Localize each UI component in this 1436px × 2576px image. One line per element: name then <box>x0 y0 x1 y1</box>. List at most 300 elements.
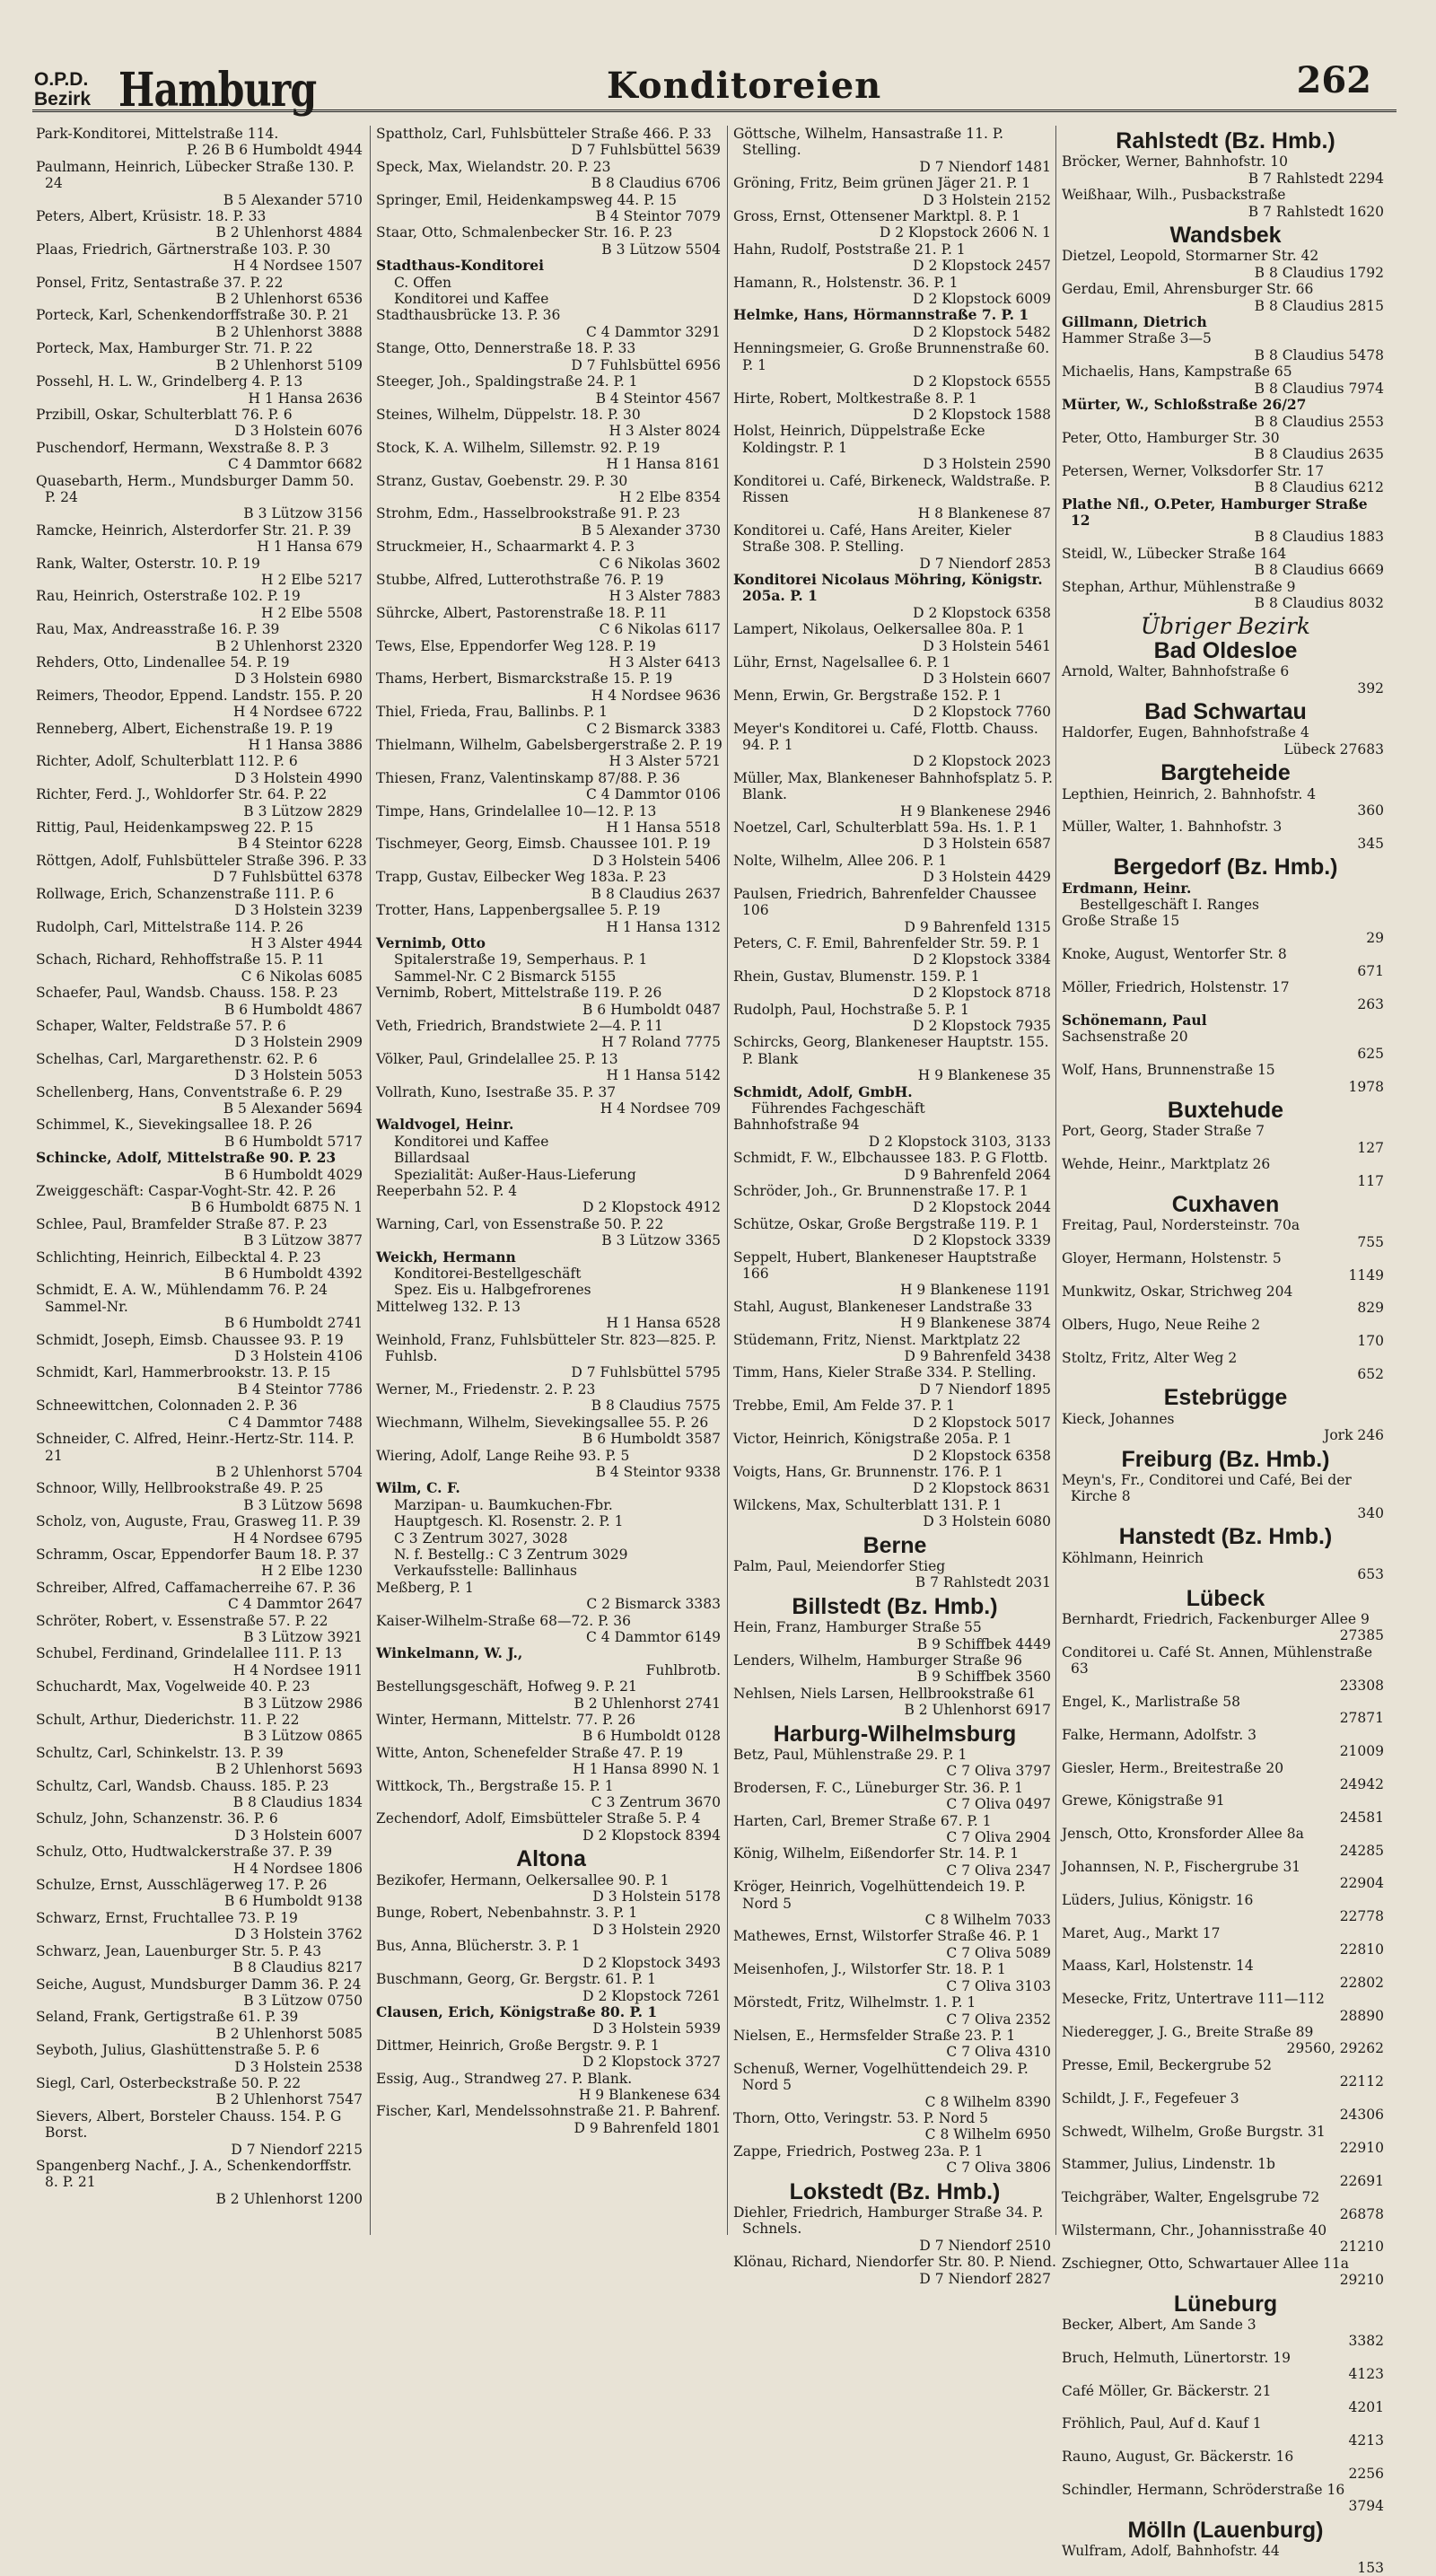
listing-phone: B 6 Humboldt 0128 <box>582 1728 721 1745</box>
district-heading: Estebrügge <box>1163 1385 1288 1411</box>
listing-entry <box>1062 330 1389 364</box>
listing-phone: B 6 Humboldt 2741 <box>223 1315 363 1332</box>
listing-name: Wolf, Hans, Brunnenstraße 15 <box>1062 1062 1275 1079</box>
listing-name: Hein, Franz, Hamburger Straße 55 <box>733 1619 982 1636</box>
listing-entry <box>1062 2317 1389 2350</box>
listing-phone: B 2 Uhlenhorst 6536 <box>215 291 363 308</box>
listing-name: Schmidt, E. A. W., Mühlendamm 76. P. 24 Sammel-Nr. <box>36 1282 328 1315</box>
listing-phone: D 2 Klopstock 3493 <box>582 1954 721 1971</box>
listing-entry <box>733 275 1056 308</box>
listing-phone: D 2 Klopstock 8394 <box>582 1827 721 1844</box>
listing-name: Dittmer, Heinrich, Große Bergstr. 9. P. 1 <box>376 2037 660 2054</box>
listing-name: Giesler, Herm., Breitestraße 20 <box>1062 1759 1284 1776</box>
listing-name: Lenders, Wilhelm, Hamburger Straße 96 <box>733 1652 1022 1669</box>
listing-name: Trapp, Gustav, Eilbecker Weg 183a. P. 23 <box>376 869 667 886</box>
listing-entry <box>376 1332 726 1381</box>
listing-entry <box>733 819 1056 853</box>
listing-phone: 263 <box>1357 995 1384 1012</box>
listing-phone: B 8 Claudius 2815 <box>1254 297 1384 314</box>
listing-entry <box>376 2004 726 2037</box>
bezirk-text: Bezirk <box>34 89 92 110</box>
listing-entry <box>1062 2543 1389 2576</box>
listing-phone: B 7 Rahlstedt 2031 <box>915 1574 1051 1591</box>
listing-entry <box>36 556 368 589</box>
listing-name: Holst, Heinrich, Düppelstraße Ecke Koldingstr. P. 1 <box>733 423 985 456</box>
listing-phone: B 4 Steintor 4567 <box>595 390 721 407</box>
listing-entry <box>376 2103 726 2136</box>
listing-name: Schulze, Ernst, Ausschlägerweg 17. P. 26 <box>36 1877 328 1894</box>
listing-entry <box>376 1299 726 1332</box>
listing-name: Teichgräber, Walter, Engelsgrube 72 <box>1062 2189 1320 2206</box>
listing-entry <box>1062 1123 1389 1156</box>
listing-phone: D 7 Niendorf 2827 <box>919 2270 1051 2287</box>
listing-phone: D 3 Holstein 6587 <box>923 836 1051 853</box>
listing-entry <box>1062 1411 1389 1444</box>
listing-name: Schwedt, Wilhelm, Große Burgstr. 31 <box>1062 2123 1326 2140</box>
listing-name: Völker, Paul, Grindelallee 25. P. 13 <box>376 1050 618 1067</box>
listing-entry <box>36 2075 368 2108</box>
listing-phone: B 2 Uhlenhorst 4884 <box>215 224 363 241</box>
listing-name: Conditorei u. Café St. Annen, Mühlenstraße 63 <box>1062 1643 1373 1678</box>
listing-phone: D 7 Niendorf 2510 <box>919 2237 1051 2254</box>
listing-entry <box>1062 2449 1389 2482</box>
listing-name: Thiesen, Franz, Valentinskamp 87/88. P. 36 <box>376 769 680 786</box>
city-title: Hamburg <box>118 63 317 118</box>
district-heading: Übriger Bezirk <box>1140 613 1311 640</box>
listing-phone: C 7 Oliva 4310 <box>946 2044 1051 2061</box>
listing-entry <box>376 1117 726 1133</box>
listing-entry <box>1062 1472 1389 1521</box>
listing-entry <box>1062 1694 1389 1727</box>
listing-entry <box>733 1249 1056 1299</box>
column-2 <box>370 126 726 2235</box>
listing-name: Arnold, Walter, Bahnhofstraße 6 <box>1062 663 1290 680</box>
listing-phone: H 9 Blankenese 634 <box>578 2086 721 2103</box>
listing-name: Konditorei u. Café, Birkeneck, Waldstraße. P. Rissen <box>733 472 1051 505</box>
listing-entry <box>733 2061 1056 2110</box>
listing-name: Schaefer, Paul, Wandsb. Chauss. 158. P. 23 <box>36 985 338 1002</box>
listing-phone: 24306 <box>1339 2107 1384 2124</box>
listing-phone: D 3 Holstein 6076 <box>234 423 363 440</box>
listing-entry <box>1062 1217 1389 1250</box>
listing-phone: H 1 Hansa 1312 <box>606 918 721 935</box>
listing-phone: 26878 <box>1339 2205 1384 2222</box>
listing-phone: H 9 Blankenese 35 <box>917 1067 1051 1084</box>
listing-phone: 22112 <box>1339 2073 1384 2090</box>
district-heading: Berne <box>862 1532 927 1558</box>
listing-entry <box>1062 430 1389 463</box>
listing-name: Schneider, C. Alfred, Heinr.-Hertz-Str. 114. P. 21 <box>36 1431 355 1464</box>
listing-phone: B 3 Lützow 0750 <box>243 1992 363 2009</box>
listing-name: Wiering, Adolf, Lange Reihe 93. P. 5 <box>376 1447 630 1464</box>
listing-entry <box>36 1183 368 1216</box>
listing-phone: C 6 Nikolas 3602 <box>599 555 721 572</box>
listing-entry <box>376 1971 726 2004</box>
listing-phone: B 6 Humboldt 4029 <box>223 1166 363 1183</box>
listing-name: Noetzel, Carl, Schulterblatt 59a. Hs. 1. P. 1 <box>733 819 1038 837</box>
listing-entry <box>1062 1792 1389 1826</box>
listing-entry <box>376 1810 726 1844</box>
listing-entry <box>1062 546 1389 579</box>
listing-entry <box>36 1216 368 1249</box>
listing-phone: C 2 Bismarck 3383 <box>586 720 721 737</box>
listing-phone: 671 <box>1357 962 1384 979</box>
listing-entry <box>376 1415 726 1448</box>
listing-phone: H 1 Hansa 5142 <box>606 1067 721 1084</box>
listing-entry <box>376 407 726 440</box>
listing-entry <box>36 654 368 688</box>
listing-entry <box>36 1844 368 1877</box>
listing-phone: D 3 Holstein 5406 <box>592 852 721 869</box>
listing-entry <box>36 208 368 241</box>
listing-name: Meyer's Konditorei u. Café, Flottb. Chauss. 94. P. 1 <box>733 720 1038 754</box>
listing-phone: B 8 Claudius 6669 <box>1254 562 1384 579</box>
listing-name: Mesecke, Fritz, Untertrave 111—112 <box>1062 1991 1325 2008</box>
listing-name: Sachsenstraße 20 <box>1062 1029 1188 1046</box>
listing-entry <box>733 572 1056 621</box>
listing-entry <box>36 1580 368 1613</box>
listing-entry <box>733 1216 1056 1249</box>
listing-name: Maret, Aug., Markt 17 <box>1062 1924 1221 1941</box>
listing-entry <box>1062 2024 1389 2057</box>
listing-phone: B 2 Uhlenhorst 1200 <box>215 2190 363 2207</box>
listing-name: Betz, Paul, Mühlenstraße 29. P. 1 <box>733 1747 968 1763</box>
listing-phone: 2256 <box>1348 2465 1384 2482</box>
listing-name: Lüders, Julius, Königstr. 16 <box>1062 1891 1254 1908</box>
listing-entry <box>36 1712 368 1745</box>
listing-entry <box>1062 364 1389 397</box>
listing-entry <box>376 1381 726 1415</box>
listing-name: Schmidt, Karl, Hammerbrookstr. 13. P. 15 <box>36 1364 331 1381</box>
listing-entry <box>376 803 726 837</box>
listing-name: Müller, Walter, 1. Bahnhofstr. 3 <box>1062 819 1283 836</box>
listing-name: Richter, Adolf, Schulterblatt 112. P. 6 <box>36 753 298 770</box>
listing-entry <box>733 423 1056 472</box>
listing-phone: 22691 <box>1339 2172 1384 2189</box>
listing-phone: H 4 Nordsee 1911 <box>232 1661 363 1678</box>
listing-phone: C 3 Zentrum 3670 <box>591 1794 721 1811</box>
listing-entry <box>1062 2189 1389 2222</box>
listing-phone: D 2 Klopstock 5017 <box>913 1414 1051 1431</box>
listing-entry <box>376 1745 726 1778</box>
listing-name: Zweiggeschäft: Caspar-Voght-Str. 42. P. 26 <box>36 1183 337 1199</box>
listing-entry <box>36 688 368 721</box>
listing-entry <box>1062 724 1389 758</box>
listing-entry <box>36 2108 368 2158</box>
listing-phone: H 3 Alster 4944 <box>250 934 363 951</box>
listing-name: Michaelis, Hans, Kampstraße 65 <box>1062 364 1292 381</box>
listing-name: Stadthausbrücke 13. P. 36 <box>376 307 561 324</box>
listing-phone: H 4 Nordsee 6722 <box>232 704 363 721</box>
listing-name: Möller, Friedrich, Holstenstr. 17 <box>1062 979 1290 996</box>
listing-name: Rauno, August, Gr. Bäckerstr. 16 <box>1062 2449 1294 2466</box>
listing-entry <box>733 1364 1056 1398</box>
listing-phone: B 4 Steintor 7079 <box>595 208 721 225</box>
listing-phone: H 2 Elbe 5508 <box>261 604 363 621</box>
listing-entry <box>376 1448 726 1481</box>
listing-phone: C 2 Bismarck 3383 <box>586 1596 721 1613</box>
listing-name: Possehl, H. L. W., Grindelberg 4. P. 13 <box>36 373 303 390</box>
listing-name: Müller, Max, Blankeneser Bahnhofsplatz 5. P. Blank. <box>733 769 1053 803</box>
listing-name: Schwarz, Ernst, Fruchtallee 73. P. 19 <box>36 1909 298 1926</box>
listing-name: Sührcke, Albert, Pastorenstraße 18. P. 11 <box>376 604 668 621</box>
listing-entry <box>1062 496 1389 546</box>
listing-phone: 153 <box>1357 2559 1384 2576</box>
listing-entry <box>36 340 368 373</box>
listing-name: Tews, Else, Eppendorfer Weg 128. P. 19 <box>376 637 656 654</box>
listing-entry <box>376 192 726 225</box>
district-heading: Lokstedt (Bz. Hmb.) <box>789 2178 1001 2204</box>
listing-phone: D 2 Klopstock 3339 <box>913 1232 1051 1249</box>
column-3 <box>727 126 1056 2287</box>
district-heading: Altona <box>516 1846 586 1872</box>
listing-name: Tischmeyer, Georg, Eimsb. Chaussee 101. P. 19 <box>376 836 711 853</box>
listing-phone: 1978 <box>1348 1078 1384 1095</box>
listing-name: Vernimb, Robert, Mittelstraße 119. P. 26 <box>376 985 662 1002</box>
listing-name: Timpe, Hans, Grindelallee 10—12. P. 13 <box>376 802 657 819</box>
listing-phone: D 3 Holstein 5461 <box>923 637 1051 654</box>
listing-entry <box>36 819 368 853</box>
listing-phone: D 2 Klopstock 2606 N. 1 <box>879 224 1051 241</box>
listing-entry <box>1062 819 1389 852</box>
listing-entry <box>36 853 368 886</box>
listing-name: Konditorei u. Café, Hans Areiter, Kieler Straße 308. P. Stelling. <box>733 521 1011 556</box>
listing-name: Kieck, Johannes <box>1062 1410 1175 1427</box>
listing-name: Schwarz, Jean, Lauenburger Str. 5. P. 43 <box>36 1942 322 1959</box>
listing-phone: B 5 Alexander 5694 <box>223 1100 363 1117</box>
entry-detail: Spezialität: Außer-Haus-Lieferung <box>394 1166 636 1183</box>
listing-entry <box>1062 946 1389 979</box>
listing-entry <box>733 1299 1056 1332</box>
listing-entry <box>376 572 726 605</box>
listing-phone: D 3 Holstein 3239 <box>234 902 363 919</box>
listing-entry <box>733 621 1056 654</box>
listing-entry <box>36 721 368 754</box>
listing-phone: D 2 Klopstock 1588 <box>913 406 1051 423</box>
listing-entry <box>376 1712 726 1745</box>
listing-name: Thiel, Frieda, Frau, Ballinbs. P. 1 <box>376 704 609 721</box>
listing-entry <box>733 770 1056 819</box>
listing-name: Witte, Anton, Schenefelder Straße 47. P. 19 <box>376 1744 683 1761</box>
listing-name: Schult, Arthur, Diederichstr. 11. P. 22 <box>36 1712 300 1728</box>
listing-entry <box>36 1546 368 1580</box>
listing-name: Park-Konditorei, Mittelstraße 114. <box>36 126 279 142</box>
listing-name: Schultz, Carl, Schinkelstr. 13. P. 39 <box>36 1744 284 1761</box>
listing-phone: 21009 <box>1339 1743 1384 1760</box>
listing-entry <box>1062 1859 1389 1892</box>
listing-name: Werner, M., Friedenstr. 2. P. 23 <box>376 1380 596 1398</box>
district-heading: Wandsbek <box>1169 223 1282 249</box>
listing-phone: D 7 Niendorf 1895 <box>919 1380 1051 1398</box>
listing-name: Spangenberg Nachf., J. A., Schenkendorffstr. 8. P. 21 <box>36 2157 352 2191</box>
listing-phone: B 8 Claudius 8217 <box>232 1959 363 1976</box>
listing-entry <box>376 126 726 159</box>
listing-name: Rau, Max, Andreasstraße 16. P. 39 <box>36 621 280 638</box>
listing-entry <box>1062 663 1389 697</box>
listing-name: Vollrath, Kuno, Isestraße 35. P. 37 <box>376 1083 617 1100</box>
listing-name: Presse, Emil, Beckergrube 52 <box>1062 2056 1273 2073</box>
listing-phone: B 8 Claudius 2637 <box>591 885 721 902</box>
listing-name: Rudolph, Carl, Mittelstraße 114. P. 26 <box>36 918 303 935</box>
listing-name: Stahl, August, Blankeneser Landstraße 33 <box>733 1298 1033 1315</box>
listing-entry <box>733 473 1056 522</box>
listing-phone: C 8 Wilhelm 6950 <box>924 2126 1051 2143</box>
listing-entry <box>733 1002 1056 1035</box>
listing-phone: D 2 Klopstock 7760 <box>913 704 1051 721</box>
listing-name: Gillmann, Dietrich <box>1062 313 1207 331</box>
listing-entry <box>1062 187 1389 220</box>
listing-name: Winter, Hermann, Mittelstr. 77. P. 26 <box>376 1712 636 1728</box>
listing-phone: 23308 <box>1339 1677 1384 1694</box>
listing-phone: D 3 Holstein 6007 <box>234 1827 363 1844</box>
listing-phone: 170 <box>1357 1333 1384 1350</box>
listing-phone: 127 <box>1357 1139 1384 1156</box>
listing-phone: P. 26 B 6 Humboldt 4944 <box>187 142 363 159</box>
listing-name: Ponsel, Fritz, Sentastraße 37. P. 22 <box>36 274 284 291</box>
listing-phone: 24581 <box>1339 1809 1384 1826</box>
listing-entry <box>1062 314 1389 330</box>
listing-entry <box>1062 397 1389 430</box>
listing-name: Meisenhofen, J., Wilstorfer Str. 18. P. 1 <box>733 1961 1006 1978</box>
listing-name: Steines, Wilhelm, Düppelstr. 18. P. 30 <box>376 406 641 423</box>
listing-phone: D 2 Klopstock 3384 <box>913 951 1051 968</box>
listing-phone: B 2 Uhlenhorst 3888 <box>215 323 363 340</box>
listing-name: Konditorei Nicolaus Möhring, Königstr. 205a. P. 1 <box>733 570 1043 605</box>
listing-entry <box>376 1645 726 1678</box>
listing-entry <box>376 1938 726 1971</box>
listing-entry <box>36 2158 368 2207</box>
district-heading: Hanstedt (Bz. Hmb.) <box>1118 1524 1333 1550</box>
listing-name: Essig, Aug., Strandweg 27. P. Blank. <box>376 2070 633 2087</box>
district-heading: Lübeck <box>1186 1585 1265 1611</box>
listing-name: Warning, Carl, von Essenstraße 50. P. 22 <box>376 1215 664 1232</box>
listing-name: Harten, Carl, Bremer Straße 67. P. 1 <box>733 1812 992 1829</box>
listing-entry <box>733 1747 1056 1780</box>
listing-name: Schröder, Joh., Gr. Brunnenstraße 17. P. 1 <box>733 1183 1029 1199</box>
listing-name: Schreiber, Alfred, Caffamacherreihe 67. P. 36 <box>36 1579 356 1596</box>
listing-phone: B 8 Claudius 6706 <box>591 175 721 192</box>
column-1 <box>36 126 368 2235</box>
listing-entry <box>733 886 1056 935</box>
listing-entry <box>376 737 726 770</box>
listing-phone: H 4 Nordsee 1507 <box>232 258 363 275</box>
listing-name: Jensch, Otto, Kronsforder Allee 8a <box>1062 1826 1304 1843</box>
listing-name: Schincke, Adolf, Mittelstraße 90. P. 23 <box>36 1149 337 1167</box>
listing-phone: D 2 Klopstock 6358 <box>913 1447 1051 1464</box>
listing-entry <box>733 1332 1056 1365</box>
listing-name: Stock, K. A. Wilhelm, Sillemstr. 92. P. 19 <box>376 439 661 456</box>
listing-name: Nehlsen, Niels Larsen, Hellbrookstraße 61 <box>733 1685 1037 1702</box>
listing-name: Wehde, Heinr., Marktplatz 26 <box>1062 1156 1271 1173</box>
listing-name: Hamann, R., Holstenstr. 36. P. 1 <box>733 274 959 291</box>
listing-entry <box>1062 2256 1389 2289</box>
listing-entry <box>733 1928 1056 1961</box>
listing-entry <box>376 1613 726 1646</box>
listing-entry <box>376 1778 726 1811</box>
listing-name: Röttgen, Adolf, Fuhlsbütteler Straße 396. P. 33 <box>36 852 367 869</box>
listing-name: Dietzel, Leopold, Stormarner Str. 42 <box>1062 248 1319 265</box>
listing-phone: C 4 Dammtor 6149 <box>586 1628 721 1645</box>
listing-phone: D 3 Holstein 5939 <box>592 2020 721 2037</box>
listing-name: Vernimb, Otto <box>376 933 486 951</box>
listing-entry <box>36 1976 368 2010</box>
listing-name: Knoke, August, Wentorfer Str. 8 <box>1062 946 1287 963</box>
listing-entry <box>733 208 1056 241</box>
listing-name: Palm, Paul, Meiendorfer Stieg <box>733 1557 946 1574</box>
listing-name: Reeperbahn 52. P. 4 <box>376 1183 518 1199</box>
listing-name: Maass, Karl, Holstenstr. 14 <box>1062 1958 1254 1975</box>
listing-name: Seland, Frank, Gertigstraße 61. P. 39 <box>36 2009 299 2026</box>
listing-phone: B 6 Humboldt 6875 N. 1 <box>190 1199 363 1216</box>
listing-name: Stephan, Arthur, Mühlenstraße 9 <box>1062 578 1296 595</box>
listing-name: Schönemann, Paul <box>1062 1011 1207 1029</box>
listing-name: Petersen, Werner, Volksdorfer Str. 17 <box>1062 462 1325 479</box>
listing-entry <box>733 1558 1056 1591</box>
listing-entry <box>733 721 1056 770</box>
listing-phone: D 3 Holstein 4990 <box>234 769 363 786</box>
listing-phone: D 2 Klopstock 4912 <box>582 1199 721 1216</box>
listing-entry <box>36 919 368 952</box>
listing-phone: 24942 <box>1339 1775 1384 1792</box>
listing-phone: H 3 Alster 5721 <box>609 753 721 770</box>
listing-phone: D 3 Holstein 2590 <box>923 456 1051 473</box>
listing-name: Freitag, Paul, Nordersteinstr. 70a <box>1062 1217 1300 1234</box>
listing-name: Gerdau, Emil, Ahrensburger Str. 66 <box>1062 281 1314 298</box>
listing-phone: 360 <box>1357 802 1384 819</box>
listing-entry <box>1062 1156 1389 1189</box>
listing-entry <box>376 373 726 407</box>
listing-phone: H 2 Elbe 5217 <box>261 571 363 588</box>
listing-name: Weickh, Hermann <box>376 1248 516 1266</box>
listing-entry <box>36 1943 368 1976</box>
listing-name: Plathe Nfl., O.Peter, Hamburger Straße 12 <box>1062 495 1368 529</box>
district-heading: Bargteheide <box>1160 760 1291 786</box>
listing-entry <box>376 159 726 192</box>
listing-phone: H 8 Blankenese 87 <box>917 505 1051 522</box>
listing-phone: 29560, 29262 <box>1286 2040 1384 2057</box>
listing-name: Schircks, Georg, Blankeneser Hauptstr. 155. P. Blank <box>733 1034 1049 1067</box>
listing-name: Rudolph, Paul, Hochstraße 5. P. 1 <box>733 1001 969 1018</box>
listing-entry <box>36 621 368 654</box>
listing-entry <box>36 1513 368 1546</box>
listing-entry <box>376 440 726 473</box>
listing-phone: H 4 Nordsee 1806 <box>232 1860 363 1877</box>
listing-name: Johannsen, N. P., Fischergrube 31 <box>1062 1859 1301 1875</box>
listing-entry <box>376 1084 726 1117</box>
listing-entry <box>1062 2090 1389 2124</box>
listing-phone: H 2 Elbe 8354 <box>619 488 721 505</box>
listing-name: Rehders, Otto, Lindenallee 54. P. 19 <box>36 654 290 670</box>
listing-phone: B 2 Uhlenhorst 7547 <box>215 2091 363 2108</box>
listing-phone: H 3 Alster 7883 <box>609 588 721 605</box>
listing-name: Becker, Albert, Am Sande 3 <box>1062 2316 1256 2333</box>
listing-phone: H 1 Hansa 6528 <box>606 1315 721 1332</box>
listing-name: Nielsen, E., Hermsfelder Straße 23. P. 1 <box>733 2027 1016 2044</box>
listing-phone: C 7 Oliva 0497 <box>946 1796 1051 1813</box>
listing-name: Siegl, Carl, Osterbeckstraße 50. P. 22 <box>36 2074 302 2091</box>
listing-name: Falke, Hermann, Adolfstr. 3 <box>1062 1726 1256 1743</box>
listing-entry <box>36 1877 368 1910</box>
listing-phone: D 3 Holstein 3762 <box>234 1926 363 1943</box>
listing-phone: B 8 Claudius 2635 <box>1254 446 1384 463</box>
listing-name: Nolte, Wilhelm, Allee 206. P. 1 <box>733 852 948 869</box>
listing-entry <box>733 1845 1056 1879</box>
entry-detail: Bestellgeschäft I. Ranges <box>1080 897 1259 914</box>
entry-detail: Spitalerstraße 19, Semperhaus. P. 1 <box>394 951 648 968</box>
listing-entry <box>36 473 368 522</box>
listing-entry <box>376 1905 726 1938</box>
district-heading: Bad Schwartau <box>1144 699 1307 724</box>
